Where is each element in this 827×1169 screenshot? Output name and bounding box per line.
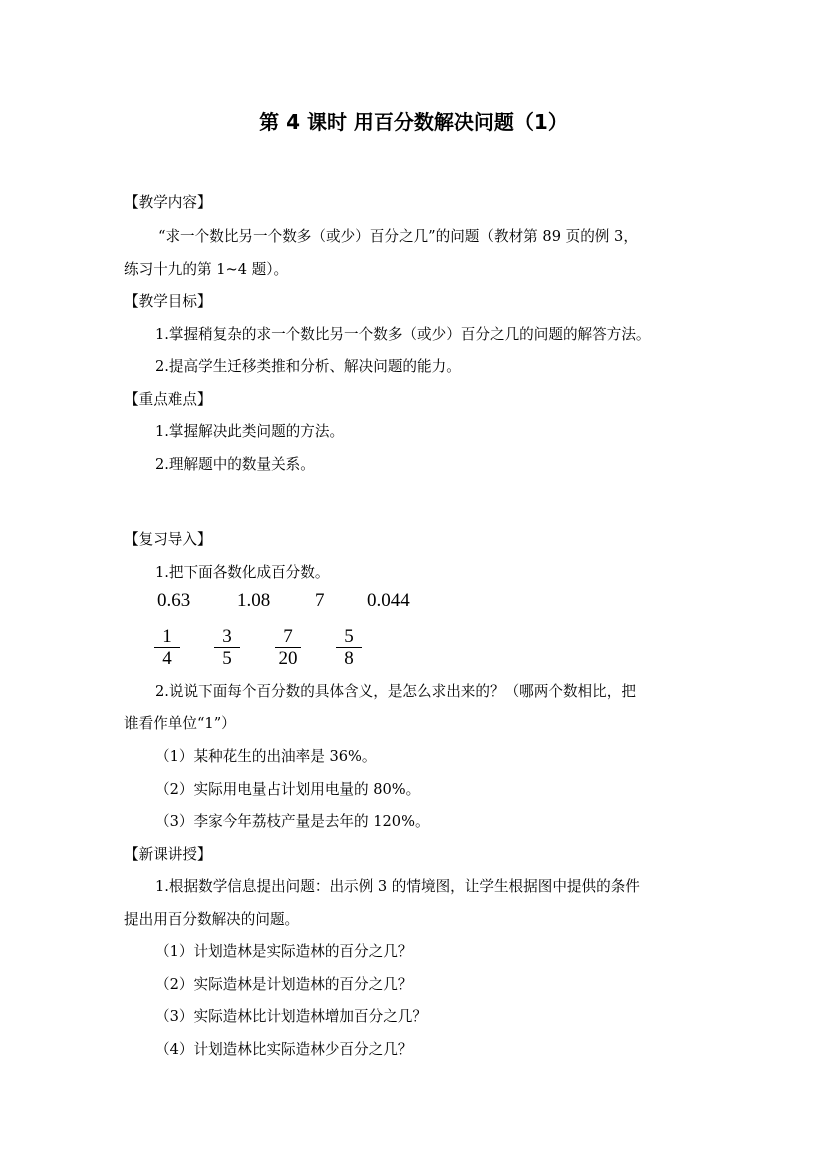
fraction-denominator: 8: [344, 648, 354, 669]
new-lesson-subitem: （1）计划造林是实际造林的百分之几？: [155, 943, 413, 960]
fraction-denominator: 20: [278, 648, 298, 669]
review-subitem: （2）实际用电量占计划用电量的 80%。: [155, 781, 421, 798]
goal-item: 1.掌握稍复杂的求一个数比另一个数多（或少）百分之几的问题的解答方法。: [155, 326, 651, 343]
section-heading-review: 【复习导入】: [124, 531, 212, 548]
review-item: 1.把下面各数化成百分数。: [155, 564, 330, 581]
fraction-denominator: 5: [222, 648, 232, 669]
goal-item: 2.提高学生迁移类推和分析、解决问题的能力。: [155, 358, 461, 375]
section-heading-key-points: 【重点难点】: [124, 391, 212, 408]
fraction-denominator: 4: [162, 648, 172, 669]
review-item-cont: 谁看作单位“1”）: [124, 715, 236, 732]
review-item: 2.说说下面每个百分数的具体含义，是怎么求出来的？（哪两个数相比，把: [155, 683, 636, 700]
decimal-number: 7: [315, 590, 325, 611]
decimal-number: 0.63: [157, 590, 191, 611]
fraction: [273, 627, 303, 670]
decimal-number: 1.08: [237, 590, 271, 611]
content-text-cont: 练习十九的第 1~4 题）。: [124, 261, 289, 278]
key-point-item: 1.掌握解决此类问题的方法。: [155, 423, 345, 440]
new-lesson-subitem: （3）实际造林比计划造林增加百分之几？: [155, 1008, 427, 1025]
fraction-numerator: 5: [344, 626, 354, 647]
fraction: [152, 627, 182, 670]
section-heading-new-lesson: 【新课讲授】: [124, 846, 212, 863]
fraction: [212, 627, 242, 670]
new-lesson-subitem: （4）计划造林比实际造林少百分之几？: [155, 1041, 413, 1058]
fraction-numerator: 7: [283, 626, 293, 647]
section-heading-goals: 【教学目标】: [124, 293, 212, 310]
fraction-numerator: 3: [222, 626, 232, 647]
decimal-number: 0.044: [367, 590, 410, 611]
section-heading-content: 【教学内容】: [124, 194, 212, 211]
key-point-item: 2.理解题中的数量关系。: [155, 456, 315, 473]
review-subitem: （1）某种花生的出油率是 36%。: [155, 748, 377, 765]
fraction: [334, 627, 364, 670]
new-lesson-subitem: （2）实际造林是计划造林的百分之几？: [155, 976, 413, 993]
review-subitem: （3）李家今年荔枝产量是去年的 120%。: [155, 813, 430, 830]
fraction-numerator: 1: [162, 626, 172, 647]
content-text: “求一个数比另一个数多（或少）百分之几”的问题（教材第 89 页的例 3，: [158, 228, 638, 245]
new-lesson-item-cont: 提出用百分数解决的问题。: [124, 911, 300, 928]
page-title: 第 4 课时 用百分数解决问题（1）: [259, 110, 568, 134]
new-lesson-item: 1.根据数学信息提出问题：出示例 3 的情境图，让学生根据图中提供的条件: [155, 878, 640, 895]
